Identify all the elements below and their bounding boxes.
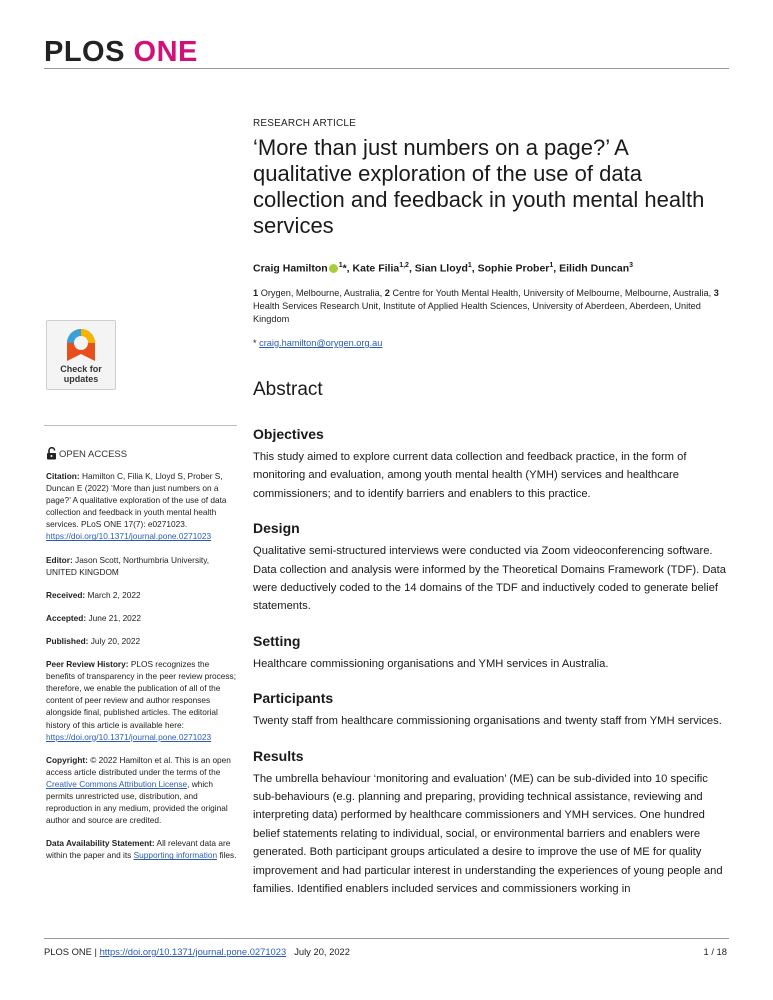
orcid-icon[interactable] — [329, 264, 338, 273]
editor-text: Jason Scott, Northumbria University, UNITED KINGDOM — [46, 554, 210, 577]
section-text: This study aimed to explore current data collection and feedback practice, in the form of monitoring and evaluation, among youth mental health (YMH) services and healthcare commissioners; and to identify barriers and enablers to this practice. — [253, 451, 687, 500]
logo-one: ONE — [133, 36, 198, 68]
author-name[interactable]: Sian Lloyd — [414, 262, 468, 275]
author-name[interactable]: Kate Filia — [352, 262, 400, 275]
published-block — [46, 635, 239, 647]
affil-text: Health Services Research Unit, Institute of Applied Health Sciences, University of Aberdeen, Aberdeen, United Kingdom — [253, 301, 701, 324]
badge-line-1: Check for — [60, 364, 102, 374]
received-block — [46, 589, 239, 601]
peer-review-block — [46, 658, 239, 743]
section-text: Healthcare commissioning organisations and YMH services in Australia. — [253, 657, 609, 670]
editor-label: Editor: — [46, 554, 73, 565]
corresponding-mark: * — [253, 338, 257, 348]
author-affil-sup: 3 — [629, 262, 634, 269]
footer-doi-link[interactable]: https://doi.org/10.1371/journal.pone.0271023 — [99, 946, 287, 957]
journal-logo — [44, 36, 198, 69]
open-lock-icon — [46, 447, 57, 460]
footer-separator: | — [91, 946, 100, 957]
author-suffix: , — [408, 262, 415, 275]
peer-review-text: PLOS recognizes the benefits of transparency in the peer review process; therefore, we enable the publication of all of the content of peer review and author responses alongside final, published articles. The editorial history of this article is available here: — [46, 659, 237, 730]
article-type: RESEARCH ARTICLE — [253, 118, 357, 129]
citation-doi-link[interactable]: https://doi.org/10.1371/journal.pone.0271023 — [46, 531, 212, 542]
affiliations — [253, 287, 723, 326]
page-number: 1 / 18 — [703, 946, 727, 957]
abstract-section-objectives — [253, 426, 731, 503]
author-suffix: *, — [342, 262, 353, 275]
section-heading: Design — [253, 520, 300, 537]
received-label: Received: — [46, 589, 86, 600]
author-affil-sup: 1 — [338, 262, 343, 269]
author-affil-sup: 1,2 — [399, 262, 409, 269]
bookmark-ring-icon — [65, 327, 97, 363]
badge-text — [47, 364, 115, 384]
license-link[interactable]: Creative Commons Attribution License — [46, 778, 188, 789]
copyright-text: © 2022 Hamilton et al. This is an open access article distributed under the terms of the — [46, 754, 231, 777]
author-name[interactable]: Craig Hamilton — [253, 262, 328, 275]
author-name[interactable]: Eilidh Duncan — [559, 262, 630, 275]
abstract-heading: Abstract — [253, 379, 323, 400]
open-access-label: OPEN ACCESS — [59, 449, 128, 460]
section-text: Twenty staff from healthcare commissioning organisations and twenty staff from YMH services. — [253, 715, 722, 728]
copyright-text-2: , which permits unrestricted use, distribution, and reproduction in any medium, provided the original author and source are credited. — [46, 778, 228, 826]
data-availability-block — [46, 837, 239, 861]
affil-text: Centre for Youth Mental Health, University of Melbourne, Melbourne, Australia, — [392, 288, 714, 298]
editor-block — [46, 554, 239, 578]
section-text: Qualitative semi-structured interviews were conducted via Zoom videoconferencing software. Data collection and analysis were informed by the Theoretical Domains Framework (TDF). Data were deductively coded to the 14 domains of the TDF and inductively coded to generate belief statements. — [253, 545, 726, 613]
section-heading: Results — [253, 747, 304, 764]
abstract-section-setting — [253, 633, 731, 673]
received-date: March 2, 2022 — [87, 589, 141, 600]
footer-journal: PLOS ONE — [44, 946, 92, 957]
abstract-body — [253, 426, 731, 916]
affil-num: 3 — [713, 288, 719, 298]
published-label: Published: — [46, 635, 89, 646]
section-heading: Objectives — [253, 426, 324, 442]
section-heading: Participants — [253, 690, 334, 707]
author-name[interactable]: Sophie Prober — [477, 262, 550, 275]
footer-divider — [44, 938, 729, 939]
accepted-date: June 21, 2022 — [88, 612, 142, 623]
header-divider — [44, 68, 729, 69]
data-availability-text-2: files. — [219, 850, 237, 861]
published-date: July 20, 2022 — [90, 635, 141, 646]
author-affil-sup: 1 — [467, 262, 472, 269]
citation-block — [46, 470, 239, 543]
corresponding-author — [253, 338, 382, 348]
footer-date: July 20, 2022 — [294, 946, 350, 957]
abstract-section-participants — [253, 690, 731, 730]
check-for-updates-badge[interactable] — [46, 320, 116, 390]
article-metadata-sidebar — [46, 470, 239, 872]
open-access — [46, 447, 127, 460]
copyright-label: Copyright: — [46, 754, 88, 765]
accepted-block — [46, 612, 239, 624]
logo-plos: PLOS — [44, 36, 125, 68]
peer-review-link[interactable]: https://doi.org/10.1371/journal.pone.0271023 — [46, 731, 212, 742]
section-text: The umbrella behaviour ‘monitoring and evaluation’ (ME) can be sub-divided into 10 specific sub-behaviours (e.g. planning and preparing, providing technical assistance, reviewing and interpreting data) performed by healthcare commissioners and YMH services. One hundred belief statements relating to individual, social, or environmental barriers and enablers were generated. Both participant groups articulated a desire to improve the use of ME for quality improvement and had particular interest in understanding the experiences of young people and families. Identified enablers included services and commissioners working in — [253, 772, 723, 896]
accepted-label: Accepted: — [46, 612, 87, 623]
citation-text: Hamilton C, Filia K, Lloyd S, Prober S, Duncan E (2022) ‘More than just numbers on a page?’ A qualitative exploration of the use of data collection and feedback in youth mental health services. PLoS ONE 17(7): e0271023. — [46, 471, 227, 530]
supporting-info-link[interactable]: Supporting information — [133, 850, 218, 861]
author-suffix: , — [553, 262, 560, 275]
citation-label: Citation: — [46, 471, 80, 481]
article-title: ‘More than just numbers on a page?’ A qualitative exploration of the use of data collection and feedback in youth mental health services — [253, 135, 705, 238]
badge-line-2: updates — [63, 374, 99, 384]
affil-num: 2 — [384, 288, 390, 298]
sidebar-divider — [44, 425, 237, 426]
abstract-section-results — [253, 748, 731, 899]
section-heading: Setting — [253, 632, 301, 649]
corresponding-email-link[interactable]: craig.hamilton@orygen.org.au — [259, 338, 383, 348]
peer-review-label: Peer Review History: — [46, 659, 129, 670]
data-availability-label: Data Availability Statement: — [46, 838, 155, 849]
copyright-block — [46, 754, 239, 827]
affil-num: 1 — [253, 288, 259, 298]
affil-text: Orygen, Melbourne, Australia, — [260, 288, 385, 298]
page-footer — [44, 946, 350, 957]
author-affil-sup: 1 — [549, 262, 554, 269]
data-availability-text: All relevant data are within the paper and its — [46, 838, 231, 861]
author-list — [253, 262, 733, 275]
author-suffix: , — [471, 262, 478, 275]
abstract-section-design — [253, 520, 731, 616]
